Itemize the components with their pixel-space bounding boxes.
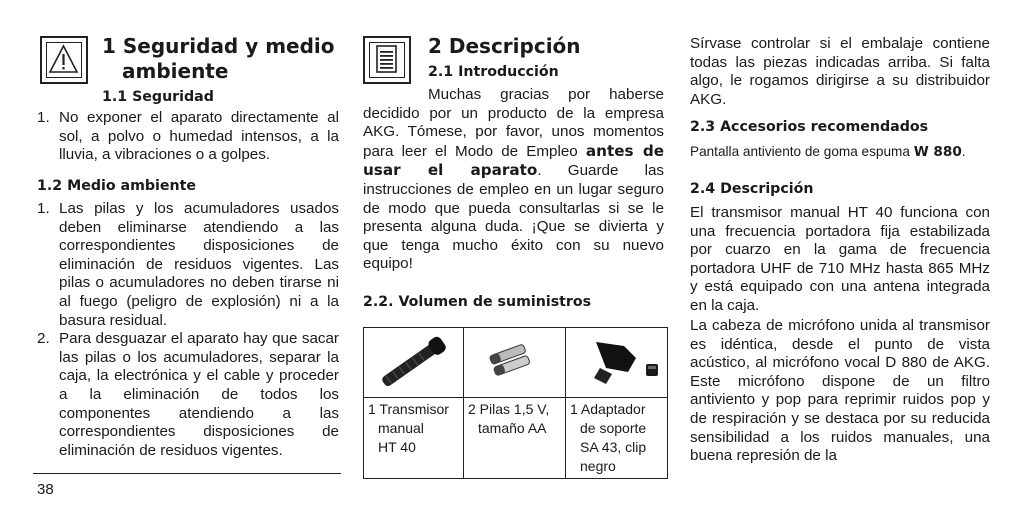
section-2-title: 2 Descripción — [428, 34, 581, 58]
batteries-image — [464, 328, 566, 398]
section-1-title-line1: 1 Seguridad y medio — [102, 34, 335, 58]
accessories-text: Pantalla antiviento de goma espuma W 880. — [690, 144, 966, 160]
section-2-3-title: 2.3 Accesorios recomendados — [690, 119, 929, 135]
section-1-2-title: 1.2 Medio ambiente — [37, 178, 197, 194]
transmitter-image — [364, 328, 464, 398]
description-paragraph-1: El transmisor manual HT 40 funciona con una frecuencia portadora fija estabilizada por cuarzo en la gama de frecuencia portadora UHF de 710 MHz hasta 865 MHz y está equipado con una antena integrada en la caja. — [690, 204, 990, 314]
list-item: 1. No exponer el aparato directamente al sol, a polvo o humedad intensos, a la lluvia, a vibraciones o a golpes. — [37, 109, 339, 164]
section-2-4-title: 2.4 Descripción — [690, 181, 814, 197]
section-1-title-line2: ambiente — [122, 59, 229, 83]
check-packaging-paragraph: Sírvase controlar si el embalaje contiene todas las piezas indicadas arriba. Si falta algo, le rogamos dirigirse a su distribuidor AKG. — [690, 35, 990, 108]
warning-icon — [46, 42, 82, 78]
footer-rule — [33, 473, 341, 474]
intro-paragraph: Muchas gracias por haberse decidido por un producto de la empresa AKG. Tómese, por favor, unos momentos para leer el Modo de Empleo antes de usar el aparato. Guarde las instrucciones de empleo en un lugar seguro de modo que pueda consultarlas si se le presenta alguna duda. ¡Que se divierta y que tenga mucho éxito con su nuevo equipo! — [363, 86, 664, 273]
delivery-table — [363, 327, 668, 479]
page-number: 38 — [37, 481, 54, 498]
section-2-2-title: 2.2. Volumen de suministros — [363, 294, 592, 310]
safety-list — [33, 109, 339, 165]
clip-adapter-image — [566, 328, 668, 398]
item-clip-adapter: 1 Adaptador de soporte SA 43, clip negro — [570, 401, 647, 474]
item-batteries: 2 Pilas 1,5 V, tamaño AA — [468, 401, 550, 436]
section-1-1-title: 1.1 Seguridad — [102, 89, 214, 105]
item-transmitter: 1 Transmisor manual HT 40 — [368, 401, 449, 455]
document-icon — [369, 42, 405, 78]
warning-icon-box — [40, 36, 88, 84]
document-icon-box — [363, 36, 411, 84]
list-item: 1. Las pilas y los acumuladores usados deben eliminarse atendiendo a las correspondientes disposiciones de eliminación de residuos vigentes. Las pilas o acumuladores no deben tirarse ni al fuego (peligro de explosión) ni a la basura residual. — [37, 200, 339, 329]
section-2-1-title: 2.1 Introducción — [428, 64, 559, 80]
environment-list — [33, 200, 339, 460]
list-item: 2. Para desguazar el aparato hay que sacar las pilas o los acumuladores, separar la caja, la electrónica y el cable y proceder a la eliminación de todos los componentes atendiendo a las correspondientes disposiciones de eliminación de residuos vigentes. — [37, 330, 339, 459]
description-paragraph-2: La cabeza de micrófono unida al transmisor es idéntica, desde el punto de vista acústico, al micrófono vocal D 880 de AKG. Este micrófono dispone de un filtro antiviento y pop para reprimir ruidos pop y de respiración y se destaca por su reducida sensibilidad a los ruidos manuales, una buena represión de la — [690, 317, 990, 465]
